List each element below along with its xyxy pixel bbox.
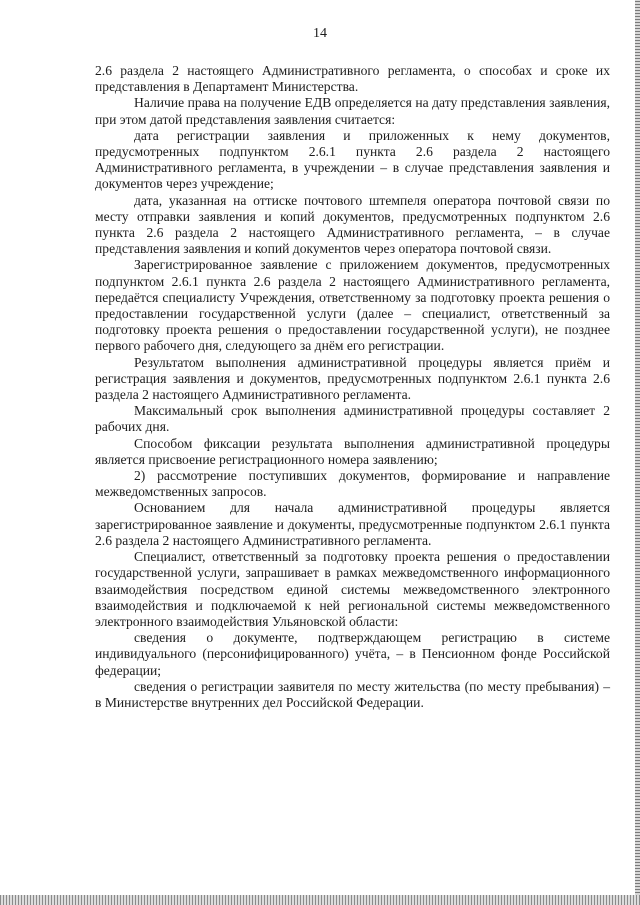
page-number: 14 — [313, 26, 327, 41]
paragraph-12: сведения о регистрации заявителя по месту жительства (по месту пребывания) – в Министерстве внутренних дел Российской Федерации. — [95, 678, 610, 710]
paragraph-5: Результатом выполнения административной процедуры является приём и регистрация заявления и документов, предусмотренных подпунктом 2.6.1 пункта 2.6 раздела 2 настоящего Административного регламента. — [95, 354, 610, 403]
paragraph-9: Основанием для начала административной процедуры является зарегистрированное заявление и документы, предусмотренные подпунктом 2.6.1 пункта 2.6 раздела 2 настоящего Административного регламента. — [95, 500, 610, 548]
paragraph-0: 2.6 раздела 2 настоящего Административного регламента, о способах и сроке их представления в Департамент Министерства. — [95, 63, 610, 95]
paragraph-2: дата регистрации заявления и приложенных к нему документов, предусмотренных подпунктом 2.6.1 пункта 2.6 раздела 2 настоящего Административного регламента, в учреждении – в случае представления заявления и документов через учреждение; — [95, 127, 610, 192]
scan-edge-bottom — [0, 895, 640, 905]
paragraph-1: Наличие права на получение ЕДВ определяется на дату представления заявления, при этом датой представления заявления считается: — [95, 95, 610, 127]
paragraph-3: дата, указанная на оттиске почтового штемпеля оператора почтовой связи по месту отправки заявления и копий документов, предусмотренных подпунктом 2.6 пункта 2.6 раздела 2 настоящего Административного регламента, – в случае представления заявления и копий документов через оператора почтовой связи. — [95, 192, 610, 257]
paragraph-7: Способом фиксации результата выполнения административной процедуры является присвоение регистрационного номера заявлению; — [95, 435, 610, 467]
paragraph-6: Максимальный срок выполнения административной процедуры составляет 2 рабочих дня. — [95, 403, 610, 435]
paragraph-8: 2) рассмотрение поступивших документов, формирование и направление межведомственных запросов. — [95, 468, 610, 500]
document-body — [95, 63, 610, 711]
paragraph-10: Специалист, ответственный за подготовку проекта решения о предоставлении государственной услуги, запрашивает в рамках межведомственного информационного взаимодействия посредством единой системы межведомственного электронного взаимодействия и подключаемой к ней региональной системы межведомственного электронного взаимодействия Ульяновской области: — [95, 549, 610, 629]
paragraph-11: сведения о документе, подтверждающем регистрацию в системе индивидуального (персонифицированного) учёта, – в Пенсионном фонде Российской федерации; — [95, 630, 610, 678]
scan-edge-right — [635, 0, 640, 905]
paragraph-4: Зарегистрированное заявление с приложением документов, предусмотренных подпунктом 2.6.1 пункта 2.6 раздела 2 настоящего Административного регламента, передаётся специалисту Учреждения, ответственному за подготовку проекта решения о предоставлении государственной услуги (далее – специалист, ответственный за подготовку проекта решения о предоставлении государственной услуги), не позднее первого рабочего дня, следующего за днём его регистрации. — [95, 257, 610, 354]
